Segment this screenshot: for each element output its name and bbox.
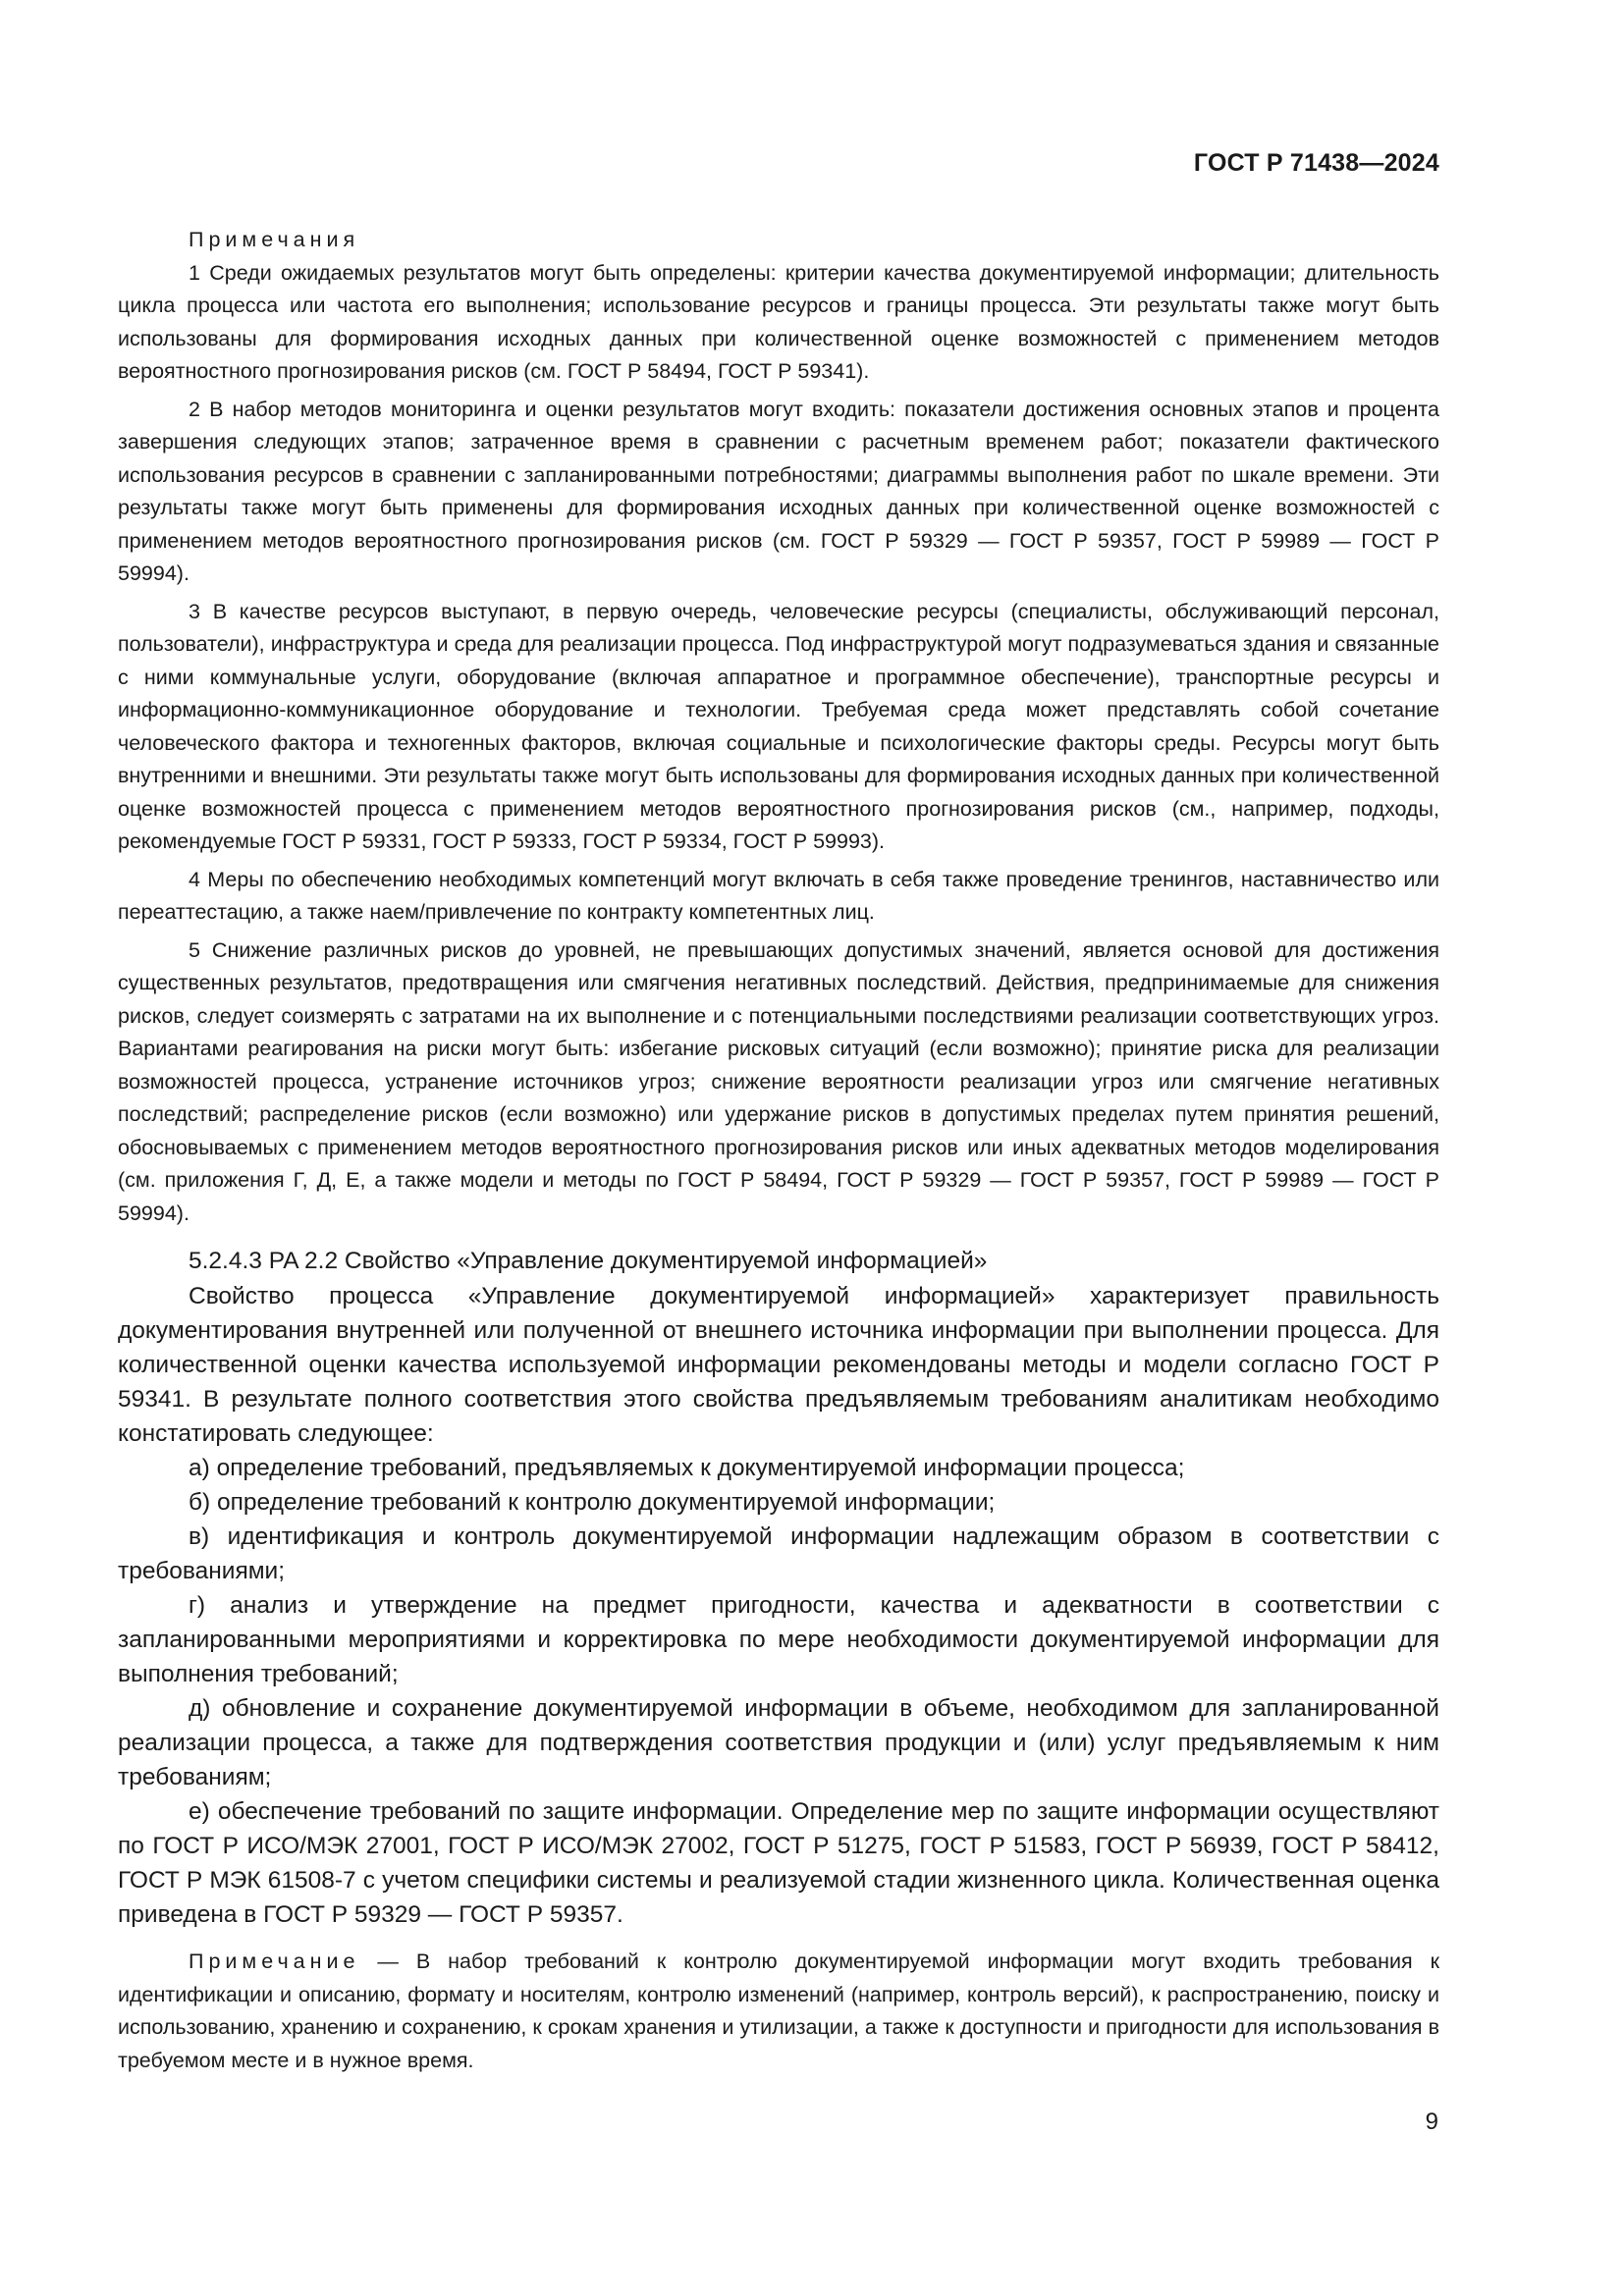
final-note-label: Примечание <box>189 1949 360 1973</box>
section-block <box>118 1244 1439 1932</box>
note-item-1: 1 Среди ожидаемых результатов могут быть определены: критерии качества документируемой информации; длительность цикла процесса или частота его выполнения; использование ресурсов и границы процесса. Эти результаты также могут быть использованы для формирования исходных данных при количественной оценке возможностей с применением методов вероятностного прогнозирования рисков (см. ГОСТ Р 58494, ГОСТ Р 59341). <box>118 260 1439 383</box>
section-list-item-e: е) обеспечение требований по защите информации. Определение мер по защите информации осуществляют по ГОСТ Р ИСО/МЭК 27001, ГОСТ Р ИСО/МЭК 27002, ГОСТ Р 51275, ГОСТ Р 51583, ГОСТ Р 56939, ГОСТ Р 58412, ГОСТ Р МЭК 61508-7 с учетом специфики системы и реализуемой стадии жизненного цикла. Количественная оценка приведена в ГОСТ Р 59329 — ГОСТ Р 59357. <box>118 1798 1439 1928</box>
notes-block <box>118 224 1439 1230</box>
document-id-header: ГОСТ Р 71438—2024 <box>1193 149 1439 177</box>
page-content <box>118 224 1439 2077</box>
section-list-item-d: д) обновление и сохранение документируемой информации в объеме, необходимом для запланированной реализации процесса, а также для подтверждения соответствия продукции и (или) услуг предъявляемым к ним требованиям; <box>118 1695 1439 1790</box>
note-item-3: 3 В качестве ресурсов выступают, в первую очередь, человеческие ресурсы (специалисты, обслуживающий персонал, пользователи), инфраструктура и среда для реализации процесса. Под инфраструктурой могут подразумеваться здания и связанные с ними коммунальные услуги, оборудование (включая аппаратное и программное обеспечение), транспортные ресурсы и информационно-коммуникационное оборудование и технологии. Требуемая среда может представлять собой сочетание человеческого фактора и техногенных факторов, включая социальные и психологические факторы среды. Ресурсы могут быть внутренними и внешними. Эти результаты также могут быть использованы для формирования исходных данных при количественной оценке возможностей процесса с применением методов вероятностного прогнозирования рисков (см., например, подходы, рекомендуемые ГОСТ Р 59331, ГОСТ Р 59333, ГОСТ Р 59334, ГОСТ Р 59993). <box>118 599 1439 853</box>
page-number: 9 <box>1425 2109 1438 2135</box>
note-item-5: 5 Снижение различных рисков до уровней, не превышающих допустимых значений, является основой для достижения существенных результатов, предотвращения или смягчения негативных последствий. Действия, предпринимаемые для снижения рисков, следует соизмерять с затратами на их выполнение и с потенциальными последствиями реализации соответствующих угроз. Вариантами реагирования на риски могут быть: избегание рисковых ситуаций (если возможно); принятие риска для реализации возможностей процесса, устранение источников угроз; снижение вероятности реализации угроз или смягчение негативных последствий; распределение рисков (если возможно) или удержание рисков в допустимых пределах путем принятия решений, обосновываемых с применением методов вероятностного прогнозирования рисков или иных адекватных методов моделирования (см. приложения Г, Д, Е, а также модели и методы по ГОСТ Р 58494, ГОСТ Р 59329 — ГОСТ Р 59357, ГОСТ Р 59989 — ГОСТ Р 59994). <box>118 937 1439 1225</box>
section-list-item-a: а) определение требований, предъявляемых к документируемой информации процесса; <box>189 1455 1185 1481</box>
final-note <box>118 1946 1439 2077</box>
note-item-4: 4 Меры по обеспечению необходимых компетенций могут включать в себя также проведение тренингов, наставничество или переаттестацию, а также наем/привлечение по контракту компетентных лиц. <box>118 867 1439 924</box>
section-title: 5.2.4.3 PA 2.2 Свойство «Управление документируемой информацией» <box>189 1248 988 1274</box>
section-list-item-b: б) определение требований к контролю документируемой информации; <box>189 1489 996 1516</box>
notes-heading <box>118 224 1439 257</box>
section-list-item-v: в) идентификация и контроль документируемой информации надлежащим образом в соответствии с требованиями; <box>118 1523 1439 1584</box>
note-item-2: 2 В набор методов мониторинга и оценки результатов могут входить: показатели достижения основных этапов и процента завершения следующих этапов; затраченное время в сравнении с расчетным временем работ; показатели фактического использования ресурсов в сравнении с запланированными потребностями; диаграммы выполнения работ по шкале времени. Эти результаты также могут быть применены для формирования исходных данных при количественной оценке возможностей с применением методов вероятностного прогнозирования рисков (см. ГОСТ Р 59329 — ГОСТ Р 59357, ГОСТ Р 59989 — ГОСТ Р 59994). <box>118 397 1439 585</box>
notes-heading-text: Примечания <box>189 228 360 251</box>
final-note-block <box>118 1946 1439 2077</box>
section-list-item-g: г) анализ и утверждение на предмет пригодности, качества и адекватности в соответствии с запланированными мероприятиями и корректировка по мере необходимости документируемой информации для выполнения требований; <box>118 1592 1439 1687</box>
section-intro: Свойство процесса «Управление документируемой информацией» характеризует правильность документирования внутренней или полученной от внешнего источника информации при выполнении процесса. Для количественной оценки качества используемой информации рекомендованы методы и модели согласно ГОСТ Р 59341. В результате полного соответствия этого свойства предъявляемым требованиям аналитикам необходимо констатировать следующее: <box>118 1283 1439 1447</box>
final-note-text: — В набор требований к контролю документируемой информации могут входить требования к идентификации и описанию, формату и носителям, контролю изменений (например, контроль версий), к распространению, поиску и использованию, хранению и сохранению, к срокам хранения и утилизации, а также к доступности и пригодности для использования в требуемом месте и в нужное время. <box>118 1949 1439 2072</box>
